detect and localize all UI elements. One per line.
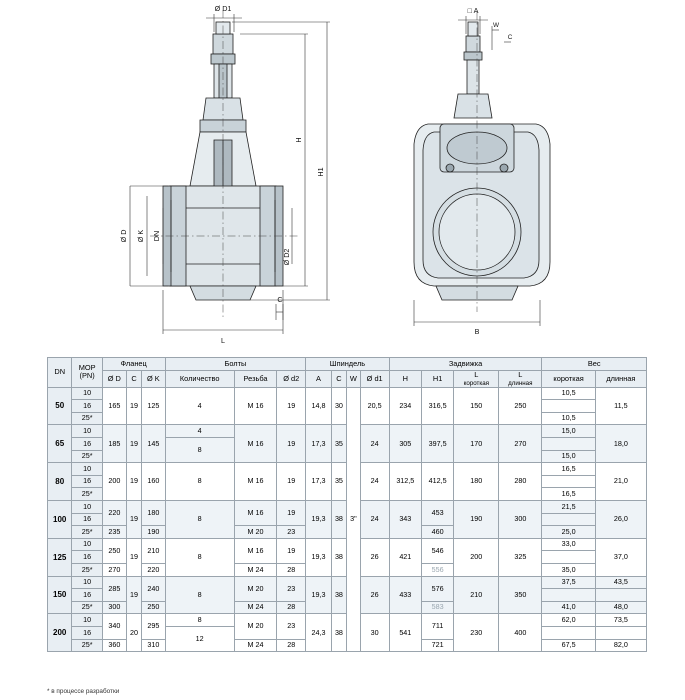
cell-h1: 721 <box>421 639 453 652</box>
th-l-long-label: L <box>518 370 523 379</box>
drawing-top-view <box>400 0 685 352</box>
cell-h1: 711 <box>421 614 453 639</box>
cell-weight-short: 37,5 <box>542 576 595 589</box>
cell-h: 312,5 <box>389 463 421 501</box>
cell-weight-short: 10,5 <box>542 412 595 425</box>
th-ok: Ø K <box>142 371 165 388</box>
cell-weight-short: 16,5 <box>542 488 595 501</box>
cell-l-short: 180 <box>454 463 499 501</box>
cell-thread: М 16 <box>234 463 276 501</box>
cell-od: 165 <box>102 387 126 425</box>
cell-count: 8 <box>165 576 234 614</box>
cell-ok: 190 <box>142 526 165 539</box>
th-group-weight: Вес <box>542 358 647 371</box>
table-head <box>48 358 647 388</box>
cell-l-long: 270 <box>499 425 542 463</box>
cell-d2: 19 <box>277 463 306 501</box>
cell-d1: 30 <box>360 614 389 652</box>
cell-c: 19 <box>126 463 141 501</box>
cell-thread: М 16 <box>234 500 276 525</box>
cell-l-short: 230 <box>454 614 499 652</box>
cell-thread: М 16 <box>234 387 276 425</box>
cell-pn: 25* <box>72 526 102 539</box>
table-row <box>48 387 647 400</box>
cell-dn: 50 <box>48 387 72 425</box>
th-h: H <box>389 371 421 388</box>
cell-weight-long: 82,0 <box>595 639 646 652</box>
cell-a: 24,3 <box>306 614 332 652</box>
cell-pn: 10 <box>72 425 102 438</box>
cell-weight-short: 35,0 <box>542 563 595 576</box>
th-h1: H1 <box>421 371 453 388</box>
label-ok: Ø K <box>136 229 145 243</box>
cell-d2: 19 <box>277 538 306 563</box>
cell-weight-short <box>542 551 595 564</box>
cell-od: 360 <box>102 639 126 652</box>
cell-c2: 38 <box>331 538 346 576</box>
cell-thread: М 24 <box>234 563 276 576</box>
th-l-short <box>454 371 499 388</box>
th-dn: DN <box>48 358 72 388</box>
specification-table <box>47 357 647 652</box>
cell-pn: 16 <box>72 551 102 564</box>
cell-weight-long <box>595 626 646 639</box>
cell-count: 12 <box>165 626 234 651</box>
cell-weight-short: 41,0 <box>542 601 595 614</box>
cell-h1: 460 <box>421 526 453 539</box>
cell-od: 300 <box>102 601 126 614</box>
cell-dn: 65 <box>48 425 72 463</box>
cell-weight-long: 26,0 <box>595 500 646 538</box>
cell-ok: 240 <box>142 576 165 601</box>
cell-weight-long: 37,0 <box>595 538 646 576</box>
cell-d1: 20,5 <box>360 387 389 425</box>
cell-ok: 180 <box>142 500 165 525</box>
cell-a: 19,3 <box>306 576 332 614</box>
cell-count: 4 <box>165 425 234 438</box>
label-a: □ A <box>467 6 479 15</box>
cell-d1: 26 <box>360 538 389 576</box>
cell-l-long: 280 <box>499 463 542 501</box>
cell-weight-short: 25,0 <box>542 526 595 539</box>
cell-pn: 16 <box>72 513 102 526</box>
cell-od: 340 <box>102 614 126 639</box>
cell-ok: 210 <box>142 538 165 563</box>
cell-l-long: 250 <box>499 387 542 425</box>
cell-weight-long: 48,0 <box>595 601 646 614</box>
cell-weight-long: 43,5 <box>595 576 646 589</box>
cell-d2: 19 <box>277 387 306 425</box>
cell-pn: 16 <box>72 626 102 639</box>
th-l-short-label: L <box>474 370 479 379</box>
cell-d2: 19 <box>277 425 306 463</box>
cell-od: 250 <box>102 538 126 563</box>
cell-c2: 35 <box>331 425 346 463</box>
cell-h: 421 <box>389 538 421 576</box>
cell-l-short: 170 <box>454 425 499 463</box>
cell-dn: 150 <box>48 576 72 614</box>
cell-h: 343 <box>389 500 421 538</box>
cell-pn: 16 <box>72 475 102 488</box>
cell-d1: 26 <box>360 576 389 614</box>
cell-od: 220 <box>102 500 126 525</box>
cell-pn: 10 <box>72 387 102 400</box>
cell-weight-short: 15,0 <box>542 450 595 463</box>
cell-count: 8 <box>165 538 234 576</box>
th-l-long <box>499 371 542 388</box>
cell-c: 20 <box>126 614 141 652</box>
cell-c2: 38 <box>331 576 346 614</box>
cell-h1: 546 <box>421 538 453 563</box>
cell-weight-short: 67,5 <box>542 639 595 652</box>
label-dn: DN <box>152 230 161 242</box>
cell-pn: 16 <box>72 589 102 602</box>
cell-h1: 453 <box>421 500 453 525</box>
cell-a: 19,3 <box>306 538 332 576</box>
cell-count: 8 <box>165 438 234 463</box>
cell-d2: 23 <box>277 526 306 539</box>
cell-dn: 100 <box>48 500 72 538</box>
cell-c: 19 <box>126 538 141 576</box>
th-d1: Ø d1 <box>360 371 389 388</box>
cell-pn: 25* <box>72 450 102 463</box>
cell-d2: 23 <box>277 614 306 639</box>
label-od: Ø D <box>119 229 128 243</box>
cell-w: 3" <box>347 387 361 651</box>
label-w: W <box>492 22 500 29</box>
cell-c: 19 <box>126 500 141 538</box>
th-l-long-sub: длинная <box>508 379 533 387</box>
cell-dn: 200 <box>48 614 72 652</box>
cell-thread: М 20 <box>234 576 276 601</box>
th-group-bolts: Болты <box>165 358 306 371</box>
th-c2: C <box>331 371 346 388</box>
label-h: H <box>294 137 303 143</box>
th-a: A <box>306 371 332 388</box>
cell-pn: 16 <box>72 438 102 451</box>
th-w: W <box>347 371 361 388</box>
cell-ok: 160 <box>142 463 165 501</box>
cell-h1: 583 <box>421 601 453 614</box>
cell-l-short: 200 <box>454 538 499 576</box>
cell-weight-short: 15,0 <box>542 425 595 438</box>
cell-ok: 220 <box>142 563 165 576</box>
cell-weight-short <box>542 400 595 413</box>
label-d2: Ø D2 <box>282 248 291 266</box>
spec-table <box>47 357 647 652</box>
cell-pn: 10 <box>72 538 102 551</box>
cell-thread: М 24 <box>234 601 276 614</box>
cell-a: 17,3 <box>306 463 332 501</box>
th-mop-pn <box>72 358 102 388</box>
cell-weight-long: 73,5 <box>595 614 646 627</box>
cell-c2: 38 <box>331 614 346 652</box>
cell-ok: 310 <box>142 639 165 652</box>
cell-weight-long <box>595 589 646 602</box>
cell-od: 235 <box>102 526 126 539</box>
cell-thread: М 20 <box>234 614 276 639</box>
cell-l-long: 300 <box>499 500 542 538</box>
cell-ok: 250 <box>142 601 165 614</box>
cell-d2: 28 <box>277 563 306 576</box>
cell-h1: 397,5 <box>421 425 453 463</box>
cell-dn: 80 <box>48 463 72 501</box>
cell-ok: 125 <box>142 387 165 425</box>
th-od: Ø D <box>102 371 126 388</box>
cell-l-long: 400 <box>499 614 542 652</box>
cell-count: 4 <box>165 387 234 425</box>
cell-d2: 23 <box>277 576 306 601</box>
cell-od: 285 <box>102 576 126 601</box>
cell-c2: 35 <box>331 463 346 501</box>
cell-h1: 576 <box>421 576 453 601</box>
cell-count: 8 <box>165 500 234 538</box>
cell-d2: 28 <box>277 601 306 614</box>
cell-h1: 316,5 <box>421 387 453 425</box>
cell-c: 19 <box>126 576 141 614</box>
cell-a: 19,3 <box>306 500 332 538</box>
cell-a: 17,3 <box>306 425 332 463</box>
th-weight-long: длинная <box>595 371 646 388</box>
th-weight-short: короткая <box>542 371 595 388</box>
cell-d1: 24 <box>360 463 389 501</box>
label-l: L <box>221 336 225 345</box>
cell-d2: 19 <box>277 500 306 525</box>
th-thread: Резьба <box>234 371 276 388</box>
cell-h: 541 <box>389 614 421 652</box>
cell-weight-short: 10,5 <box>542 387 595 400</box>
label-c: C <box>277 295 283 304</box>
th-mop-label: MOP <box>78 362 96 372</box>
th-d2: Ø d2 <box>277 371 306 388</box>
cell-c: 19 <box>126 387 141 425</box>
label-b: B <box>474 327 480 336</box>
cell-od: 270 <box>102 563 126 576</box>
cell-dn: 125 <box>48 538 72 576</box>
cell-weight-short: 62,0 <box>542 614 595 627</box>
cell-weight-short: 21,5 <box>542 500 595 513</box>
footnote: * в процессе разработки <box>47 688 120 695</box>
drawing-section-view <box>0 0 400 352</box>
cell-thread: М 16 <box>234 538 276 563</box>
th-c: C <box>126 371 141 388</box>
cell-weight-long: 21,0 <box>595 463 646 501</box>
header-row-cols <box>48 371 647 388</box>
cell-weight-short <box>542 589 595 602</box>
cell-d1: 24 <box>360 500 389 538</box>
cell-weight-short <box>542 475 595 488</box>
cell-l-short: 190 <box>454 500 499 538</box>
table-body <box>48 387 647 651</box>
cell-pn: 25* <box>72 601 102 614</box>
cell-weight-short <box>542 438 595 451</box>
cell-weight-short <box>542 626 595 639</box>
cell-count: 8 <box>165 614 234 627</box>
cell-h: 234 <box>389 387 421 425</box>
cell-od: 200 <box>102 463 126 501</box>
th-pn-label: (PN) <box>79 371 95 381</box>
th-group-flange: Фланец <box>102 358 165 371</box>
cell-thread: М 20 <box>234 526 276 539</box>
cell-pn: 25* <box>72 639 102 652</box>
cell-h: 305 <box>389 425 421 463</box>
cell-count: 8 <box>165 463 234 501</box>
cell-pn: 25* <box>72 412 102 425</box>
cell-weight-long: 11,5 <box>595 387 646 425</box>
cell-h1: 412,5 <box>421 463 453 501</box>
cell-pn: 25* <box>72 488 102 501</box>
th-count: Количество <box>165 371 234 388</box>
cell-c: 19 <box>126 425 141 463</box>
label-c-right: C <box>507 34 513 41</box>
cell-d2: 28 <box>277 639 306 652</box>
cell-pn: 16 <box>72 400 102 413</box>
label-h1: H1 <box>316 167 325 177</box>
cell-a: 14,8 <box>306 387 332 425</box>
cell-l-short: 210 <box>454 576 499 614</box>
th-group-spindle: Шпиндель <box>306 358 389 371</box>
th-group-gate: Задвижка <box>389 358 542 371</box>
cell-weight-short: 33,0 <box>542 538 595 551</box>
cell-pn: 10 <box>72 576 102 589</box>
th-l-short-sub: короткая <box>463 379 490 387</box>
cell-pn: 10 <box>72 500 102 513</box>
cell-l-long: 325 <box>499 538 542 576</box>
cell-l-short: 150 <box>454 387 499 425</box>
cell-weight-short <box>542 513 595 526</box>
cell-ok: 295 <box>142 614 165 639</box>
cell-weight-long: 18,0 <box>595 425 646 463</box>
cell-od: 185 <box>102 425 126 463</box>
header-row-groups <box>48 358 647 371</box>
cell-d1: 24 <box>360 425 389 463</box>
cell-ok: 145 <box>142 425 165 463</box>
cell-c2: 38 <box>331 500 346 538</box>
cell-h1: 556 <box>421 563 453 576</box>
cell-thread: М 24 <box>234 639 276 652</box>
cell-thread: М 16 <box>234 425 276 463</box>
label-d1: Ø D1 <box>214 4 232 13</box>
cell-weight-short: 16,5 <box>542 463 595 476</box>
cell-h: 433 <box>389 576 421 614</box>
cell-l-long: 350 <box>499 576 542 614</box>
cell-c2: 30 <box>331 387 346 425</box>
cell-pn: 10 <box>72 614 102 627</box>
cell-pn: 25* <box>72 563 102 576</box>
cell-pn: 10 <box>72 463 102 476</box>
